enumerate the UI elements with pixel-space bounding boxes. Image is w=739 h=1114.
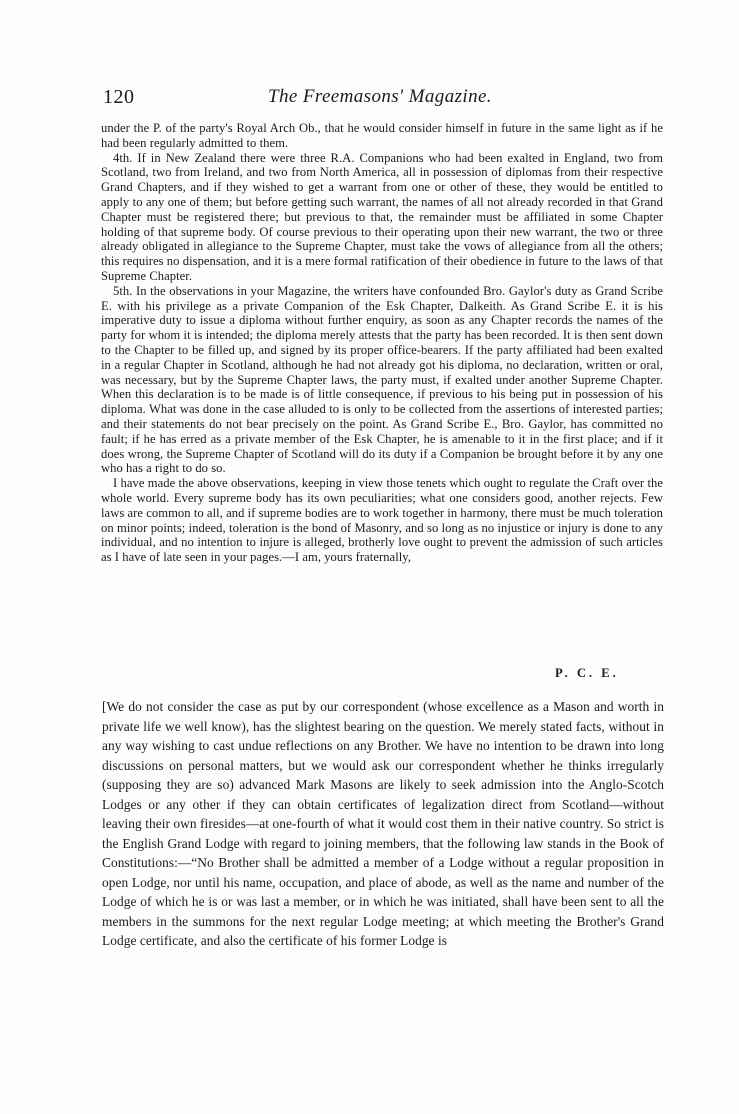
page-number: 120	[103, 86, 135, 108]
letter-paragraph: 5th. In the observations in your Magazine, the writers have confounded Bro. Gaylor's duty as Grand Scribe E. with his privilege as a private Companion of the Esk Chapter, Dalkeith. As Grand Scribe E. it is his imperative duty to issue a diploma without further enquiry, as soon as any Chapter records the names of the party for whom it is intended; the diploma merely attests that the party has been recorded. It is then sent down to the Chapter to be filled up, and signed by its proper office-bearers. If the party affiliated had been exalted in a regular Chapter in Scotland, although he had not already got his diploma, no declaration, written or oral, was necessary, but by the Supreme Chapter laws, the party must, if exalted under another Supreme Chapter. When this declaration is to be made is of little consequence, if previous to his being put in possession of his diploma. What was done in the case alluded to is only to be collected from the assertions of interested parties; and their statements do not bear precisely on the point. As Grand Scribe E., Bro. Gaylor, has committed no fault; if he has erred as a private member of the Esk Chapter, he is amenable to it in the first place; and if it does wrong, the Supreme Chapter of Scotland will do its duty if a Companion be brought before it by any one who has a right to do so.	[101, 283, 663, 476]
running-title: The Freemasons' Magazine.	[268, 86, 492, 107]
page-header	[100, 84, 660, 110]
letter-body	[101, 121, 663, 565]
letter-paragraph: under the P. of the party's Royal Arch Ob., that he would consider himself in future in the same light as if he had been regularly admitted to them.	[101, 121, 663, 150]
editor-note	[102, 697, 664, 951]
letter-paragraph: 4th. If in New Zealand there were three R.A. Companions who had been exalted in England, two from Scotland, two from Ireland, and two from North America, all in possession of diplomas from their respective Grand Chapters, and if they wished to get a warrant from one or other of these, they would be entitled to apply to any one of them; but before getting such warrant, the names of all not already recorded in that Grand Chapter must be registered there; but previous to that, the remainder must be affiliated in some Chapter holding of that supreme body. Of course previous to their operating upon their new warrant, the two or three already obligated in allegiance to the Supreme Chapter, must take the vows of allegiance from all the others; this requires no dispensation, and it is a mere formal ratification of their obedience in future to the laws of that Supreme Chapter.	[101, 150, 663, 283]
editor-note-text: [We do not consider the case as put by our correspondent (whose excellence as a Mason and worth in private life we well know), has the slightest bearing on the question. We merely stated facts, without in any way wishing to cast undue reflections on any Brother. We have no intention to be drawn into long discussions on personal matters, but we would ask our correspondent whether he thinks irregularly (supposing they are so) advanced Mark Masons are likely to seek admission into the Anglo-Scotch Lodges or any other if they can obtain certificates of legalization direct from Scotland—without leaving their own firesides—at one-fourth of what it would cost them in their native country. So strict is the English Grand Lodge with regard to joining members, that the following law stands in the Book of Constitutions:—“No Brother shall be admitted a member of a Lodge without a regular proposition in open Lodge, nor until his name, occupation, and place of abode, as well as the name and number of the Lodge of which he is or was last a member, or in which he was initiated, shall have been sent to all the members in the summons for the next regular Lodge meeting; at which meeting the Brother's Grand Lodge certificate, and also the certificate of his former Lodge is	[102, 699, 664, 948]
letter-paragraph: I have made the above observations, keeping in view those tenets which ought to regulate the Craft over the whole world. Every supreme body has its own peculiarities; what one considers good, another rejects. Few laws are common to all, and if supreme bodies are to work together in harmony, there must be much toleration on minor points; indeed, toleration is the bond of Masonry, and so long as no injustice or injury is done to any individual, and no intention to injure is alleged, brotherly love ought to prevent the admission of such articles as I have of late seen in your pages.—I am, yours fraternally,	[101, 476, 663, 565]
letter-signature: P. C. E.	[555, 666, 619, 680]
